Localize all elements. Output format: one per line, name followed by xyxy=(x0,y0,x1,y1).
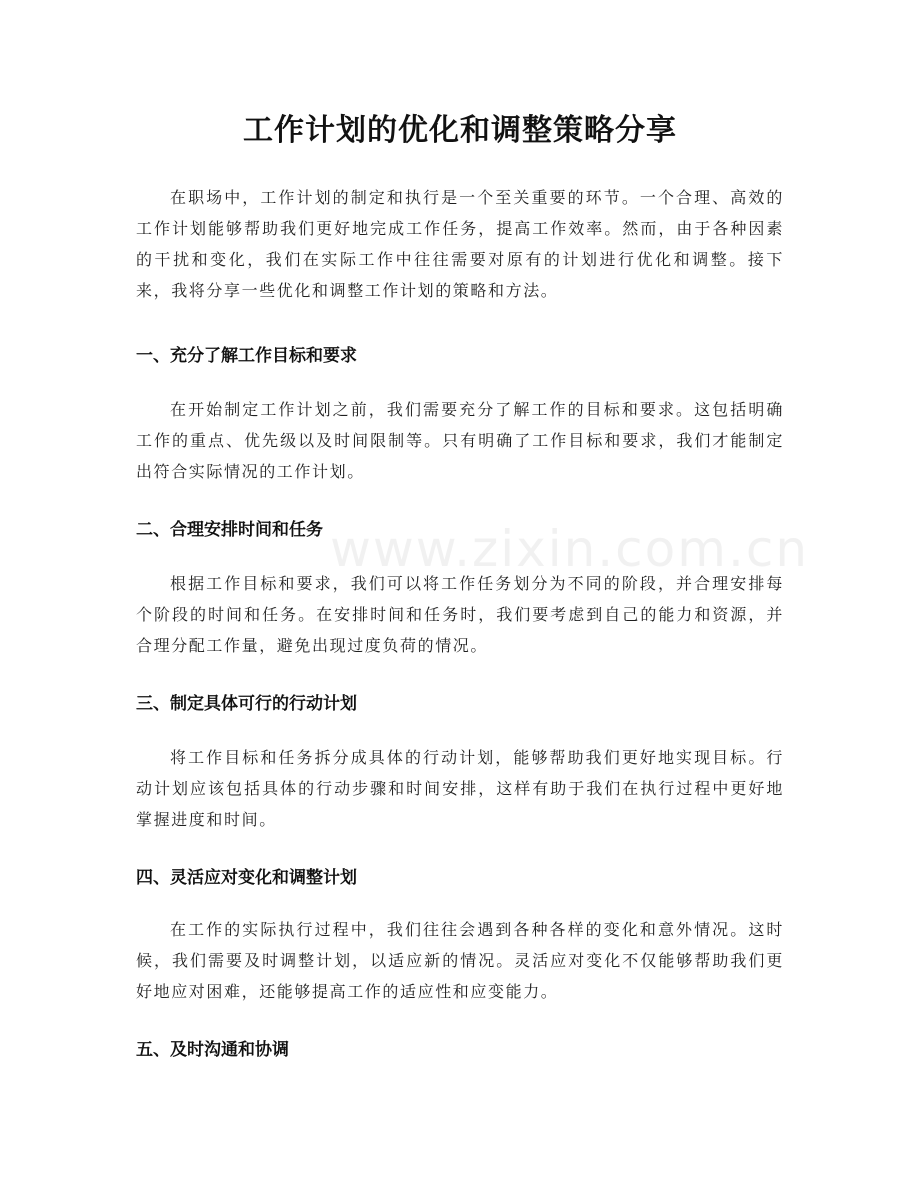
section-heading-3: 三、制定具体可行的行动计划 xyxy=(136,694,357,714)
section-body-3: 将工作目标和任务拆分成具体的行动计划，能够帮助我们更好地实现目标。行动计划应该包括具体的行动步骤和时间安排，这样有助于我们在执行过程中更好地掌握进度和时间。 xyxy=(136,748,784,829)
section-body-1: 在开始制定工作计划之前，我们需要充分了解工作的目标和要求。这包括明确工作的重点、优先级以及时间限制等。只有明确了工作目标和要求，我们才能制定出符合实际情况的工作计划。 xyxy=(136,400,784,481)
section-heading-2: 二、合理安排时间和任务 xyxy=(136,520,323,540)
intro-paragraph: 在职场中，工作计划的制定和执行是一个至关重要的环节。一个合理、高效的工作计划能够帮助我们更好地完成工作任务，提高工作效率。然而，由于各种因素的干扰和变化，我们在实际工作中往往需要对原有的计划进行优化和调整。接下来，我将分享一些优化和调整工作计划的策略和方法。 xyxy=(136,188,784,300)
section-heading-5: 五、及时沟通和协调 xyxy=(136,1040,289,1060)
watermark: www.zixin.com.cn xyxy=(330,520,810,578)
document-title: 工作计划的优化和调整策略分享 xyxy=(243,113,677,148)
section-body-4: 在工作的实际执行过程中，我们往往会遇到各种各样的变化和意外情况。这时候，我们需要及时调整计划，以适应新的情况。灵活应对变化不仅能够帮助我们更好地应对困难，还能够提高工作的适应性和应变能力。 xyxy=(136,920,784,1001)
section-body-2: 根据工作目标和要求，我们可以将工作任务划分为不同的阶段，并合理安排每个阶段的时间和任务。在安排时间和任务时，我们要考虑到自己的能力和资源，并合理分配工作量，避免出现过度负荷的情况。 xyxy=(136,574,784,655)
section-heading-1: 一、充分了解工作目标和要求 xyxy=(136,346,357,366)
section-heading-4: 四、灵活应对变化和调整计划 xyxy=(136,868,357,888)
